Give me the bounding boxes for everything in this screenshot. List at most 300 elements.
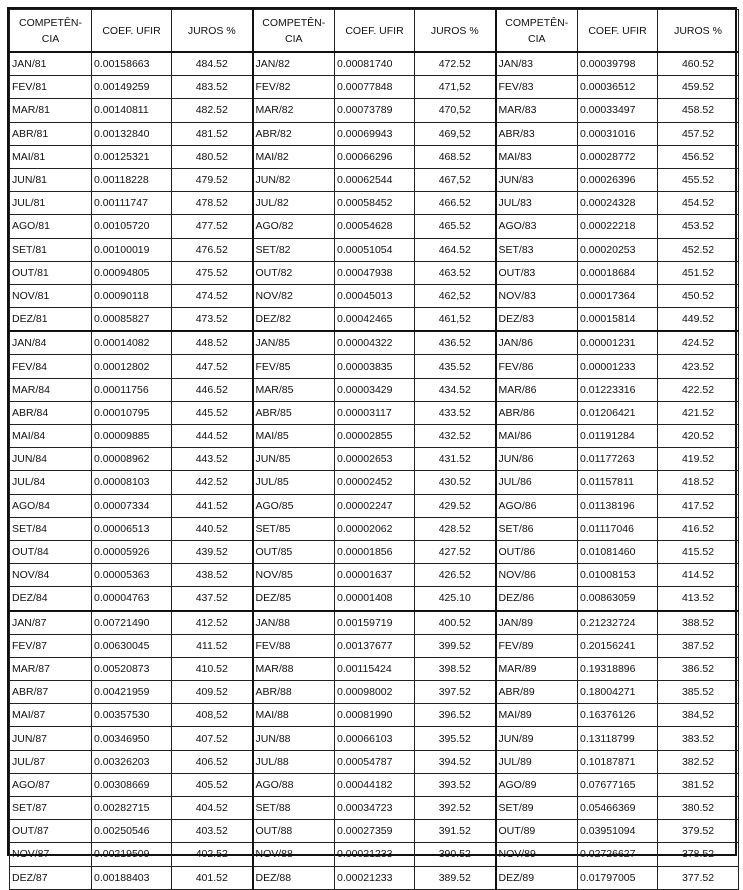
coef-ufir-cell: 0.00002062 (335, 517, 415, 540)
juros-cell: 418.52 (658, 471, 739, 494)
juros-cell: 430.52 (415, 471, 496, 494)
coef-ufir-cell: 0.00014082 (92, 331, 172, 355)
table-row (10, 401, 739, 424)
table-row (10, 76, 739, 99)
juros-cell: 409.52 (172, 681, 253, 704)
juros-cell: 387.52 (658, 634, 739, 657)
coef-ufir-cell: 0.01797005 (578, 866, 658, 889)
juros-cell: 465.52 (415, 215, 496, 238)
juros-cell: 392.52 (415, 797, 496, 820)
competencia-cell: JUL/82 (253, 192, 335, 215)
table-row (10, 52, 739, 76)
coef-ufir-cell: 0.00036512 (578, 76, 658, 99)
coef-ufir-cell: 0.00042465 (335, 308, 415, 332)
competencia-cell: JUN/89 (496, 727, 578, 750)
juros-cell: 415.52 (658, 540, 739, 563)
competencia-cell: NOV/82 (253, 284, 335, 307)
coef-ufir-cell: 0.00001408 (335, 587, 415, 611)
juros-cell: 468.52 (415, 145, 496, 168)
competencia-cell: DEZ/82 (253, 308, 335, 332)
table-row (10, 471, 739, 494)
juros-cell: 408,52 (172, 704, 253, 727)
juros-cell: 396.52 (415, 704, 496, 727)
competencia-cell: MAR/86 (496, 378, 578, 401)
coef-ufir-cell: 0.00085827 (92, 308, 172, 332)
coef-ufir-cell: 0.05466369 (578, 797, 658, 820)
table-row (10, 425, 739, 448)
competencia-cell: JUL/88 (253, 750, 335, 773)
coef-ufir-cell: 0.00077848 (335, 76, 415, 99)
coef-ufir-cell: 0.00308669 (92, 773, 172, 796)
competencia-cell: ABR/83 (496, 122, 578, 145)
competencia-cell: MAR/85 (253, 378, 335, 401)
competencia-cell: FEV/84 (10, 355, 92, 378)
juros-cell: 441.52 (172, 494, 253, 517)
juros-cell: 469,52 (415, 122, 496, 145)
juros-cell: 460.52 (658, 52, 739, 76)
coef-ufir-cell: 0.00098002 (335, 681, 415, 704)
competencia-cell: JUL/87 (10, 750, 92, 773)
coef-ufir-cell: 0.00421959 (92, 681, 172, 704)
coef-ufir-cell: 0.00158663 (92, 52, 172, 76)
table-row (10, 238, 739, 261)
juros-cell: 479.52 (172, 168, 253, 191)
competencia-cell: FEV/89 (496, 634, 578, 657)
coef-ufir-cell: 0.00118228 (92, 168, 172, 191)
table-row (10, 192, 739, 215)
coef-ufir-cell: 0.00282715 (92, 797, 172, 820)
competencia-cell: SET/81 (10, 238, 92, 261)
coef-ufir-cell: 0.00026396 (578, 168, 658, 191)
coef-ufir-cell: 0.00015814 (578, 308, 658, 332)
competencia-cell: OUT/82 (253, 261, 335, 284)
coef-ufir-cell: 0.00018684 (578, 261, 658, 284)
competencia-cell: ABR/89 (496, 681, 578, 704)
competencia-cell: MAI/89 (496, 704, 578, 727)
table-row (10, 843, 739, 866)
coef-ufir-cell: 0.00066296 (335, 145, 415, 168)
juros-cell: 484.52 (172, 52, 253, 76)
competencia-cell: AGO/85 (253, 494, 335, 517)
competencia-cell: ABR/82 (253, 122, 335, 145)
competencia-cell: JUL/84 (10, 471, 92, 494)
juros-cell: 482.52 (172, 99, 253, 122)
coef-ufir-cell: 0.00044182 (335, 773, 415, 796)
juros-cell: 417.52 (658, 494, 739, 517)
juros-cell: 423.52 (658, 355, 739, 378)
competencia-cell: JAN/87 (10, 611, 92, 635)
table-row (10, 494, 739, 517)
coef-ufir-cell: 0.00073789 (335, 99, 415, 122)
coef-ufir-cell: 0.00066103 (335, 727, 415, 750)
coef-ufir-cell: 0.07677165 (578, 773, 658, 796)
table-row (10, 99, 739, 122)
table-row (10, 866, 739, 889)
coef-ufir-cell: 0.00005363 (92, 564, 172, 587)
coef-ufir-cell: 0.00002247 (335, 494, 415, 517)
juros-cell: 401.52 (172, 866, 253, 889)
coef-ufir-cell: 0.00219509 (92, 843, 172, 866)
header-competencia: COMPETÊN- CIA (496, 10, 578, 53)
competencia-cell: MAI/87 (10, 704, 92, 727)
coef-ufir-cell: 0.00003117 (335, 401, 415, 424)
coef-ufir-cell: 0.00008962 (92, 448, 172, 471)
coef-ufir-cell: 0.00045013 (335, 284, 415, 307)
juros-cell: 464.52 (415, 238, 496, 261)
coef-ufir-cell: 0.00028772 (578, 145, 658, 168)
juros-cell: 416.52 (658, 517, 739, 540)
juros-cell: 382.52 (658, 750, 739, 773)
coef-ufir-cell: 0.20156241 (578, 634, 658, 657)
coef-ufir-cell: 0.00054787 (335, 750, 415, 773)
juros-cell: 412.52 (172, 611, 253, 635)
coef-ufir-cell: 0.00003835 (335, 355, 415, 378)
juros-cell: 383.52 (658, 727, 739, 750)
coef-ufir-cell: 0.19318896 (578, 657, 658, 680)
table-row (10, 261, 739, 284)
coef-ufir-cell: 0.01081460 (578, 540, 658, 563)
coef-ufir-cell: 0.00012802 (92, 355, 172, 378)
juros-cell: 388.52 (658, 611, 739, 635)
competencia-cell: ABR/86 (496, 401, 578, 424)
competencia-cell: AGO/89 (496, 773, 578, 796)
juros-cell: 385.52 (658, 681, 739, 704)
competencia-cell: NOV/84 (10, 564, 92, 587)
coef-ufir-cell: 0.00863059 (578, 587, 658, 611)
coef-ufir-cell: 0.00051054 (335, 238, 415, 261)
juros-cell: 454.52 (658, 192, 739, 215)
competencia-cell: JUL/86 (496, 471, 578, 494)
competencia-cell: FEV/83 (496, 76, 578, 99)
coef-ufir-cell: 0.00094805 (92, 261, 172, 284)
coef-ufir-cell: 0.00004763 (92, 587, 172, 611)
coef-ufir-cell: 0.00031016 (578, 122, 658, 145)
competencia-cell: SET/83 (496, 238, 578, 261)
coef-ufir-cell: 0.00047938 (335, 261, 415, 284)
competencia-cell: JUN/83 (496, 168, 578, 191)
competencia-cell: AGO/87 (10, 773, 92, 796)
competencia-cell: JAN/89 (496, 611, 578, 635)
competencia-cell: JUN/82 (253, 168, 335, 191)
juros-cell: 437.52 (172, 587, 253, 611)
juros-cell: 400.52 (415, 611, 496, 635)
juros-cell: 381.52 (658, 773, 739, 796)
header-row (10, 10, 739, 53)
competencia-cell: ABR/81 (10, 122, 92, 145)
competencia-cell: JAN/82 (253, 52, 335, 76)
juros-cell: 451.52 (658, 261, 739, 284)
header-juros: JUROS % (415, 10, 496, 53)
competencia-cell: JUL/81 (10, 192, 92, 215)
coef-ufir-cell: 0.02726627 (578, 843, 658, 866)
competencia-cell: NOV/87 (10, 843, 92, 866)
juros-cell: 436.52 (415, 331, 496, 355)
competencia-cell: FEV/88 (253, 634, 335, 657)
ufir-interest-table (9, 9, 739, 890)
table-row (10, 284, 739, 307)
table-row (10, 611, 739, 635)
competencia-cell: DEZ/87 (10, 866, 92, 889)
coef-ufir-cell: 0.00002452 (335, 471, 415, 494)
juros-cell: 426.52 (415, 564, 496, 587)
competencia-cell: AGO/83 (496, 215, 578, 238)
table-row (10, 750, 739, 773)
competencia-cell: DEZ/81 (10, 308, 92, 332)
competencia-cell: OUT/88 (253, 820, 335, 843)
competencia-cell: AGO/84 (10, 494, 92, 517)
header-coef-ufir: COEF. UFIR (578, 10, 658, 53)
header-coef-ufir: COEF. UFIR (92, 10, 172, 53)
juros-cell: 421.52 (658, 401, 739, 424)
coef-ufir-cell: 0.00039798 (578, 52, 658, 76)
coef-ufir-cell: 0.00062544 (335, 168, 415, 191)
table-row (10, 564, 739, 587)
juros-cell: 404.52 (172, 797, 253, 820)
juros-cell: 393.52 (415, 773, 496, 796)
table-row (10, 168, 739, 191)
coef-ufir-cell: 0.00008103 (92, 471, 172, 494)
competencia-cell: SET/82 (253, 238, 335, 261)
coef-ufir-cell: 0.03951094 (578, 820, 658, 843)
juros-cell: 476.52 (172, 238, 253, 261)
coef-ufir-cell: 0.00006513 (92, 517, 172, 540)
table-row (10, 657, 739, 680)
juros-cell: 402.52 (172, 843, 253, 866)
coef-ufir-cell: 0.00002653 (335, 448, 415, 471)
competencia-cell: MAI/85 (253, 425, 335, 448)
coef-ufir-cell: 0.01223316 (578, 378, 658, 401)
competencia-cell: JAN/81 (10, 52, 92, 76)
juros-cell: 389.52 (415, 866, 496, 889)
coef-ufir-cell: 0.00326203 (92, 750, 172, 773)
competencia-cell: OUT/84 (10, 540, 92, 563)
coef-ufir-cell: 0.00001856 (335, 540, 415, 563)
table-row (10, 122, 739, 145)
competencia-cell: MAR/87 (10, 657, 92, 680)
coef-ufir-cell: 0.00054628 (335, 215, 415, 238)
juros-cell: 413.52 (658, 587, 739, 611)
coef-ufir-cell: 0.00125321 (92, 145, 172, 168)
juros-cell: 478.52 (172, 192, 253, 215)
table-row (10, 540, 739, 563)
juros-cell: 425.10 (415, 587, 496, 611)
competencia-cell: JUL/83 (496, 192, 578, 215)
coef-ufir-cell: 0.00137677 (335, 634, 415, 657)
juros-cell: 406.52 (172, 750, 253, 773)
juros-cell: 466.52 (415, 192, 496, 215)
competencia-cell: OUT/85 (253, 540, 335, 563)
juros-cell: 420.52 (658, 425, 739, 448)
competencia-cell: SET/88 (253, 797, 335, 820)
competencia-cell: AGO/88 (253, 773, 335, 796)
coef-ufir-cell: 0.00520873 (92, 657, 172, 680)
competencia-cell: SET/84 (10, 517, 92, 540)
competencia-cell: JAN/88 (253, 611, 335, 635)
coef-ufir-cell: 0.00027359 (335, 820, 415, 843)
juros-cell: 432.52 (415, 425, 496, 448)
table-row (10, 634, 739, 657)
juros-cell: 461,52 (415, 308, 496, 332)
juros-cell: 474.52 (172, 284, 253, 307)
table-row (10, 145, 739, 168)
juros-cell: 480.52 (172, 145, 253, 168)
competencia-cell: MAR/89 (496, 657, 578, 680)
juros-cell: 477.52 (172, 215, 253, 238)
juros-cell: 399.52 (415, 634, 496, 657)
juros-cell: 471,52 (415, 76, 496, 99)
coef-ufir-cell: 0.00033497 (578, 99, 658, 122)
table-row (10, 448, 739, 471)
coef-ufir-cell: 0.01177263 (578, 448, 658, 471)
coef-ufir-cell: 0.01008153 (578, 564, 658, 587)
coef-ufir-cell: 0.00105720 (92, 215, 172, 238)
coef-ufir-cell: 0.00017364 (578, 284, 658, 307)
juros-cell: 422.52 (658, 378, 739, 401)
juros-cell: 472.52 (415, 52, 496, 76)
coef-ufir-cell: 0.00009885 (92, 425, 172, 448)
coef-ufir-cell: 0.00081990 (335, 704, 415, 727)
juros-cell: 442.52 (172, 471, 253, 494)
table-row (10, 378, 739, 401)
juros-cell: 405.52 (172, 773, 253, 796)
juros-cell: 467,52 (415, 168, 496, 191)
coef-ufir-cell: 0.01117046 (578, 517, 658, 540)
header-juros: JUROS % (658, 10, 739, 53)
ufir-interest-table-sheet (7, 7, 737, 884)
competencia-cell: FEV/85 (253, 355, 335, 378)
juros-cell: 384,52 (658, 704, 739, 727)
juros-cell: 390.52 (415, 843, 496, 866)
competencia-cell: SET/87 (10, 797, 92, 820)
coef-ufir-cell: 0.00069943 (335, 122, 415, 145)
juros-cell: 395.52 (415, 727, 496, 750)
juros-cell: 398.52 (415, 657, 496, 680)
coef-ufir-cell: 0.00010795 (92, 401, 172, 424)
competencia-cell: MAI/82 (253, 145, 335, 168)
competencia-cell: ABR/84 (10, 401, 92, 424)
juros-cell: 439.52 (172, 540, 253, 563)
competencia-cell: SET/86 (496, 517, 578, 540)
juros-cell: 463.52 (415, 261, 496, 284)
juros-cell: 427.52 (415, 540, 496, 563)
juros-cell: 443.52 (172, 448, 253, 471)
competencia-cell: OUT/81 (10, 261, 92, 284)
coef-ufir-cell: 0.00100019 (92, 238, 172, 261)
table-row (10, 773, 739, 796)
juros-cell: 445.52 (172, 401, 253, 424)
competencia-cell: AGO/81 (10, 215, 92, 238)
juros-cell: 378.52 (658, 843, 739, 866)
coef-ufir-cell: 0.01157811 (578, 471, 658, 494)
juros-cell: 438.52 (172, 564, 253, 587)
coef-ufir-cell: 0.18004271 (578, 681, 658, 704)
header-competencia: COMPETÊN- CIA (253, 10, 335, 53)
coef-ufir-cell: 0.10187871 (578, 750, 658, 773)
table-row (10, 308, 739, 332)
competencia-cell: FEV/82 (253, 76, 335, 99)
competencia-cell: FEV/86 (496, 355, 578, 378)
competencia-cell: NOV/86 (496, 564, 578, 587)
juros-cell: 407.52 (172, 727, 253, 750)
competencia-cell: OUT/86 (496, 540, 578, 563)
coef-ufir-cell: 0.00058452 (335, 192, 415, 215)
coef-ufir-cell: 0.00002855 (335, 425, 415, 448)
juros-cell: 457.52 (658, 122, 739, 145)
juros-cell: 455.52 (658, 168, 739, 191)
competencia-cell: MAI/81 (10, 145, 92, 168)
competencia-cell: OUT/89 (496, 820, 578, 843)
table-row (10, 727, 739, 750)
competencia-cell: DEZ/83 (496, 308, 578, 332)
coef-ufir-cell: 0.00024328 (578, 192, 658, 215)
competencia-cell: NOV/85 (253, 564, 335, 587)
juros-cell: 428.52 (415, 517, 496, 540)
table-row (10, 820, 739, 843)
coef-ufir-cell: 0.00034723 (335, 797, 415, 820)
juros-cell: 434.52 (415, 378, 496, 401)
competencia-cell: NOV/83 (496, 284, 578, 307)
competencia-cell: MAR/83 (496, 99, 578, 122)
coef-ufir-cell: 0.00149259 (92, 76, 172, 99)
coef-ufir-cell: 0.00250546 (92, 820, 172, 843)
juros-cell: 453.52 (658, 215, 739, 238)
competencia-cell: JUL/89 (496, 750, 578, 773)
juros-cell: 447.52 (172, 355, 253, 378)
competencia-cell: ABR/85 (253, 401, 335, 424)
competencia-cell: JAN/86 (496, 331, 578, 355)
juros-cell: 397.52 (415, 681, 496, 704)
coef-ufir-cell: 0.00111747 (92, 192, 172, 215)
competencia-cell: MAR/88 (253, 657, 335, 680)
competencia-cell: NOV/81 (10, 284, 92, 307)
juros-cell: 379.52 (658, 820, 739, 843)
coef-ufir-cell: 0.00188403 (92, 866, 172, 889)
competencia-cell: MAI/88 (253, 704, 335, 727)
coef-ufir-cell: 0.00022218 (578, 215, 658, 238)
competencia-cell: MAI/86 (496, 425, 578, 448)
competencia-cell: MAR/82 (253, 99, 335, 122)
table-body (10, 52, 739, 889)
competencia-cell: ABR/88 (253, 681, 335, 704)
coef-ufir-cell: 0.00115424 (335, 657, 415, 680)
competencia-cell: SET/89 (496, 797, 578, 820)
juros-cell: 462,52 (415, 284, 496, 307)
coef-ufir-cell: 0.00004322 (335, 331, 415, 355)
juros-cell: 410.52 (172, 657, 253, 680)
juros-cell: 449.52 (658, 308, 739, 332)
juros-cell: 386.52 (658, 657, 739, 680)
competencia-cell: FEV/81 (10, 76, 92, 99)
coef-ufir-cell: 0.00003429 (335, 378, 415, 401)
table-row (10, 215, 739, 238)
juros-cell: 458.52 (658, 99, 739, 122)
juros-cell: 440.52 (172, 517, 253, 540)
competencia-cell: JAN/84 (10, 331, 92, 355)
coef-ufir-cell: 0.00021233 (335, 866, 415, 889)
juros-cell: 483.52 (172, 76, 253, 99)
juros-cell: 475.52 (172, 261, 253, 284)
juros-cell: 394.52 (415, 750, 496, 773)
header-competencia: COMPETÊN- CIA (10, 10, 92, 53)
coef-ufir-cell: 0.00140811 (92, 99, 172, 122)
coef-ufir-cell: 0.16376126 (578, 704, 658, 727)
coef-ufir-cell: 0.00005926 (92, 540, 172, 563)
competencia-cell: DEZ/89 (496, 866, 578, 889)
competencia-cell: DEZ/85 (253, 587, 335, 611)
juros-cell: 403.52 (172, 820, 253, 843)
competencia-cell: DEZ/88 (253, 866, 335, 889)
coef-ufir-cell: 0.00357530 (92, 704, 172, 727)
